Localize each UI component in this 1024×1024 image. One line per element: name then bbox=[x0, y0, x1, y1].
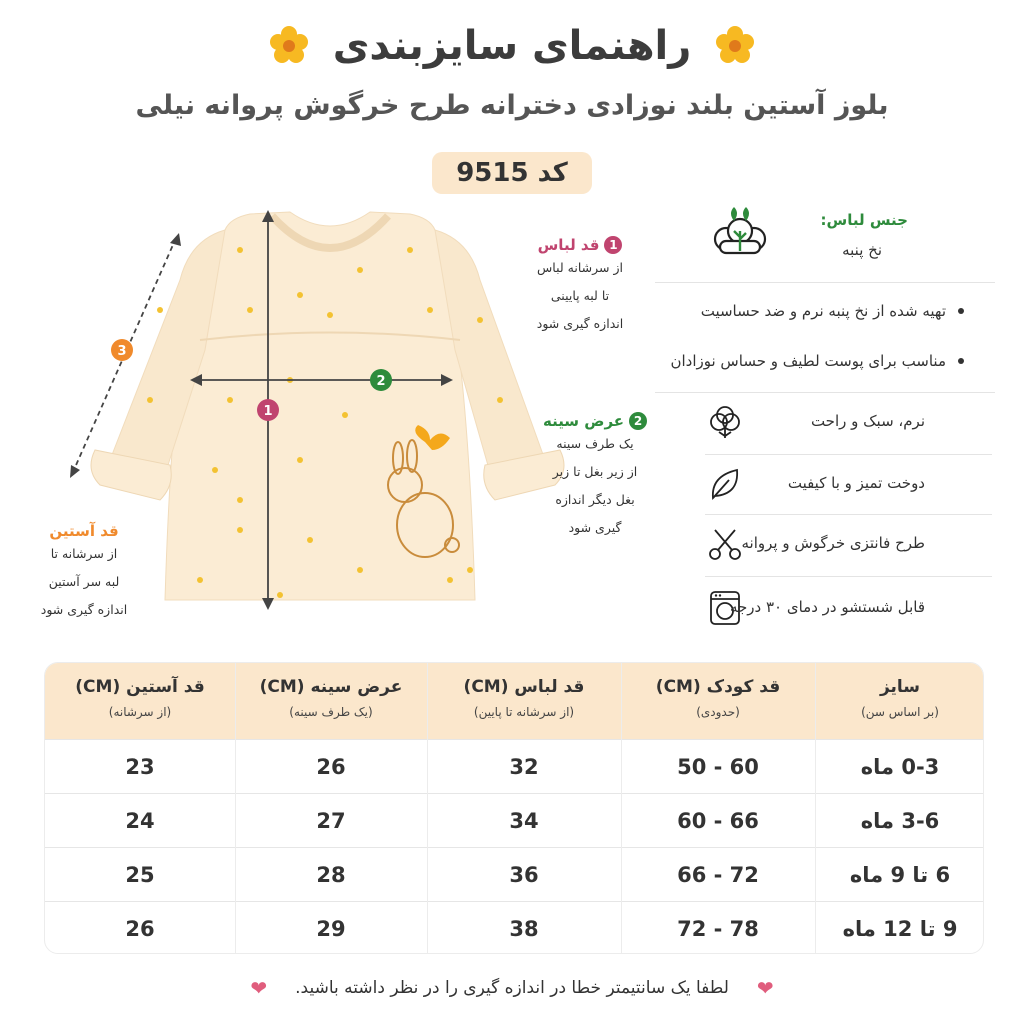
heart-icon: ❤ bbox=[756, 976, 774, 1000]
cell-sleeve-length: 26 bbox=[125, 917, 155, 941]
chest-line-2: از زیر بغل تا زیر bbox=[552, 464, 638, 479]
cell-size: 9 تا 12 ماه bbox=[842, 917, 958, 941]
table-row bbox=[45, 847, 984, 901]
header-title: عرض سینه (CM) bbox=[259, 677, 403, 697]
scissors-icon bbox=[705, 524, 745, 564]
cotton-flower-icon bbox=[705, 402, 745, 442]
flower-icon bbox=[267, 24, 311, 68]
bullet-item bbox=[701, 302, 964, 320]
cell-garment-length: 32 bbox=[509, 755, 539, 779]
header-subtitle: (یک طرف سینه) bbox=[289, 705, 373, 719]
header-garment-length bbox=[427, 663, 621, 739]
header-subtitle: (از سرشانه تا پایین) bbox=[473, 705, 575, 719]
cell-child-height: 66 - 72 bbox=[677, 863, 759, 887]
length-number-badge: 1 bbox=[604, 236, 622, 254]
product-code-badge: کد 9515 bbox=[432, 152, 592, 194]
feature-item bbox=[705, 398, 995, 446]
page-title: راهنمای سایزبندی bbox=[332, 23, 692, 69]
chest-line-4: گیری شود bbox=[568, 520, 622, 535]
divider bbox=[655, 392, 995, 393]
product-subtitle: بلوز آستین بلند نوزادی دخترانه طرح خرگوش پروانه نیلی bbox=[135, 90, 889, 121]
material-value: نخ پنبه bbox=[842, 241, 882, 259]
cell-garment-length: 38 bbox=[509, 917, 539, 941]
header-child-height bbox=[621, 663, 815, 739]
length-title: قد لباس bbox=[537, 236, 600, 254]
header-title: قد آستین (CM) bbox=[75, 677, 205, 697]
header-sleeve-length bbox=[45, 663, 235, 739]
feature-text: قابل شستشو در دمای ۳۰ درجه bbox=[729, 598, 925, 616]
header-size bbox=[815, 663, 984, 739]
table-header-row bbox=[45, 663, 984, 739]
column-divider bbox=[621, 663, 622, 954]
column-divider bbox=[235, 663, 236, 954]
sleeve-line-1: از سرشانه تا bbox=[50, 546, 118, 561]
divider bbox=[705, 576, 992, 577]
cell-sleeve-length: 25 bbox=[125, 863, 155, 887]
sleeve-title: قد آستین bbox=[49, 522, 119, 540]
bullet-text: مناسب برای پوست لطیف و حساس نوزادان bbox=[670, 352, 946, 370]
feature-item bbox=[705, 460, 995, 508]
cell-chest-width: 28 bbox=[316, 863, 346, 887]
material-section bbox=[700, 205, 1000, 265]
bullet-text: تهیه شده از نخ پنبه نرم و ضد حساسیت bbox=[700, 302, 946, 320]
sleeve-line-3: اندازه گیری شود bbox=[40, 602, 128, 617]
sleeve-annotation bbox=[20, 522, 148, 624]
feature-text: نرم، سبک و راحت bbox=[810, 412, 925, 430]
table-row bbox=[45, 793, 984, 847]
header-chest-width bbox=[235, 663, 427, 739]
footer-text: لطفا یک سانتیمتر خطا در اندازه گیری را در نظر داشته باشید. bbox=[295, 978, 729, 998]
header-title: سایز bbox=[879, 677, 921, 697]
sleeve-line-2: لبه سر آستین bbox=[48, 574, 120, 589]
size-table bbox=[44, 662, 984, 954]
cell-size: 3-6 ماه bbox=[860, 809, 940, 833]
feature-item bbox=[705, 520, 995, 568]
chest-line-3: بغل دیگر اندازه bbox=[555, 492, 635, 507]
flower-icon bbox=[713, 24, 757, 68]
chest-annotation bbox=[525, 412, 665, 542]
svg-text:1: 1 bbox=[263, 404, 273, 419]
table-row bbox=[45, 739, 984, 793]
length-line-1: از سرشانه لباس bbox=[537, 260, 623, 275]
cell-size: 0-3 ماه bbox=[860, 755, 940, 779]
table-row bbox=[45, 901, 984, 954]
chest-title: عرض سینه bbox=[542, 412, 625, 430]
cell-child-height: 50 - 60 bbox=[677, 755, 759, 779]
feature-item bbox=[705, 584, 995, 632]
material-label: جنس لباس: bbox=[820, 211, 908, 229]
svg-text:3: 3 bbox=[117, 344, 127, 359]
header-title: قد لباس (CM) bbox=[463, 677, 585, 697]
cell-garment-length: 36 bbox=[509, 863, 539, 887]
cotton-icon bbox=[708, 201, 772, 265]
column-divider bbox=[815, 663, 816, 954]
cell-size: 6 تا 9 ماه bbox=[849, 863, 951, 887]
divider bbox=[655, 282, 995, 283]
feature-text: دوخت تمیز و با کیفیت bbox=[787, 474, 925, 492]
length-line-2: تا لبه پایینی bbox=[550, 288, 610, 303]
footer-note bbox=[0, 976, 1024, 1000]
cell-sleeve-length: 23 bbox=[125, 755, 155, 779]
cell-chest-width: 29 bbox=[316, 917, 346, 941]
bullet-dot bbox=[958, 358, 964, 364]
svg-text:2: 2 bbox=[376, 374, 386, 389]
cell-chest-width: 27 bbox=[316, 809, 346, 833]
cell-child-height: 60 - 66 bbox=[677, 809, 759, 833]
chest-number-badge: 2 bbox=[629, 412, 647, 430]
cell-child-height: 72 - 78 bbox=[677, 917, 759, 941]
leaf-icon bbox=[705, 464, 745, 504]
bullet-item bbox=[670, 352, 964, 370]
length-annotation bbox=[510, 236, 650, 338]
bullet-dot bbox=[958, 308, 964, 314]
header-subtitle: (بر اساس سن) bbox=[861, 705, 939, 719]
chest-line-1: یک طرف سینه bbox=[556, 436, 634, 451]
cell-chest-width: 26 bbox=[316, 755, 346, 779]
cell-garment-length: 34 bbox=[509, 809, 539, 833]
heart-icon: ❤ bbox=[250, 976, 268, 1000]
column-divider bbox=[427, 663, 428, 954]
header-subtitle: (حدودی) bbox=[696, 705, 740, 719]
cell-sleeve-length: 24 bbox=[125, 809, 155, 833]
divider bbox=[705, 454, 992, 455]
title-row bbox=[0, 14, 1024, 78]
header-subtitle: (از سرشانه) bbox=[108, 705, 172, 719]
header-title: قد کودک (CM) bbox=[655, 677, 781, 697]
feature-text: طرح فانتزی خرگوش و پروانه bbox=[741, 534, 925, 552]
length-line-3: اندازه گیری شود bbox=[536, 316, 624, 331]
divider bbox=[705, 514, 992, 515]
